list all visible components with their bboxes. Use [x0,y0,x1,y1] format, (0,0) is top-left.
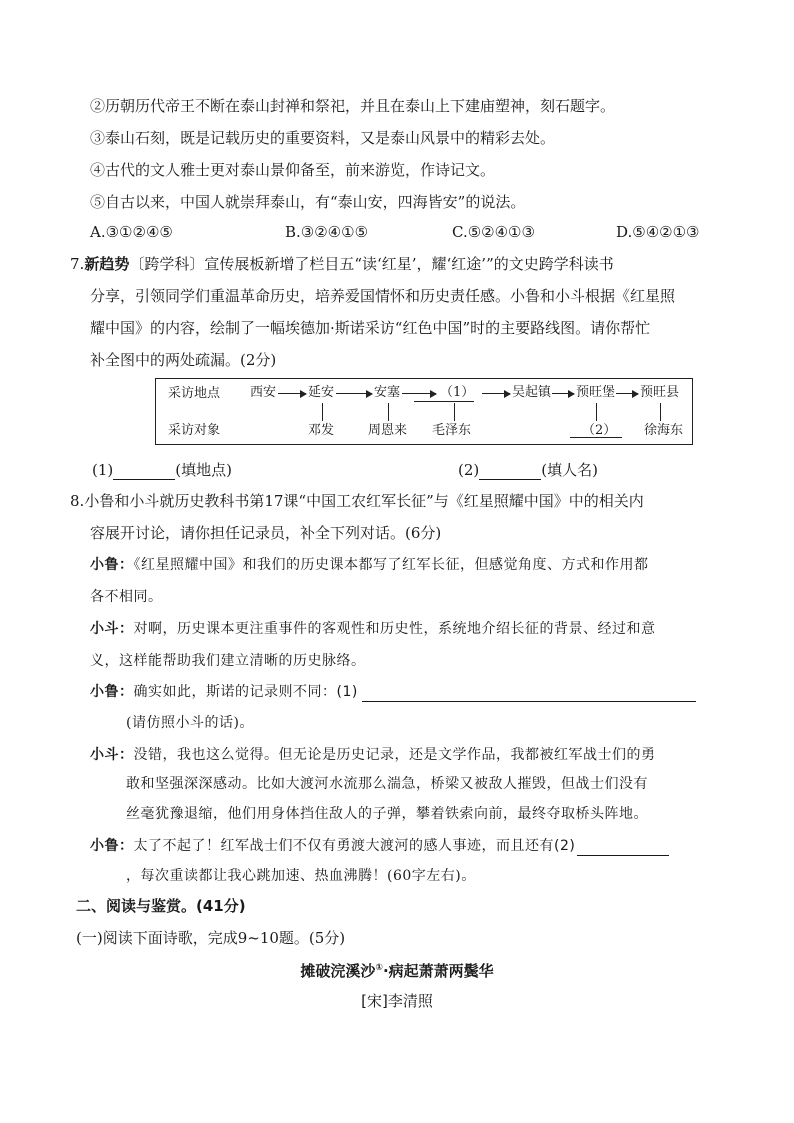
connector-yuwangxian [660,403,661,421]
answer-2-hint: (填人名) [541,461,598,479]
dialogue-1 [90,555,649,575]
answer-1-label: (1) [92,461,114,479]
dialogue-5-text: 太了不起了！红军战士们不仅有勇渡大渡河的感人事迹，而且还有 [133,838,554,854]
q6-option-d: D.⑤④②①③ [616,223,700,241]
q7-number: 7. [70,255,85,273]
dialogue-3-cont: (请仿照小斗的话)。 [126,715,254,731]
arrow-2 [336,393,372,394]
q8-line-1 [70,491,644,511]
person-dengfa: 邓发 [308,423,335,438]
q7-answer-1 [92,460,232,480]
answer-1-blank[interactable] [113,463,175,480]
place-yuwangbao: 预旺堡 [576,385,616,400]
place-yanan: 延安 [308,385,335,400]
dialogue-5-cont: ，每次重读都让我心跳加速、热血沸腾！(60字左右)。 [126,868,476,884]
arrow-3 [402,393,436,394]
place-ansai: 安塞 [374,385,401,400]
q6-item-5: ⑤自古以来，中国人就崇拜泰山，有“泰山安，四海皆安”的说法。 [90,193,526,211]
row-label-persons: 采访对象 [168,423,221,438]
q7-line-3: 耀中国》的内容，绘制了一幅埃德加·斯诺采访“红色中国”时的主要路线图。请你帮忙 [90,319,651,337]
q6-item-2: ②历朝历代帝王不断在泰山封禅和祭祀，并且在泰山上下建庙塑神，刻石题字。 [90,97,616,115]
dialogue-4-text: 没错，我也这么觉得。但无论是历史记录，还是文学作品，我都被红军战士们的勇 [133,747,656,763]
arrow-1 [278,393,306,394]
dialogue-2-cont: 义，这样能帮助我们建立清晰的历史脉络。 [90,653,366,669]
poem-author: [宋]李清照 [361,992,433,1010]
q6-option-c: C.⑤②④①③ [452,223,535,241]
q8-line-2: 容展开讨论，请你担任记录员，补全下列对话。(6分) [90,524,442,542]
place-blank-1: （1） [440,385,475,400]
section-subheading: (一)阅读下面诗歌，完成9~10题。(5分) [76,929,346,947]
speaker-xiaolu: 小鲁： [90,557,134,573]
poem-title-main: 摊破浣溪沙 [300,962,376,980]
poem-title [0,960,794,981]
q7-line-4: 补全图中的两处疏漏。(2分) [90,351,277,369]
dialogue-5 [90,836,669,856]
dialogue-2-text: 对啊，历史课本更注重事件的客观性和历史性，系统地介绍长征的背景、经过和意 [133,621,656,637]
row-label-places: 采访地点 [168,386,221,401]
blank-2-label: (2) [554,838,576,854]
dialogue-1-cont: 各不相同。 [90,589,163,605]
dialogue-blank-2[interactable] [577,839,669,856]
section-heading: 二、阅读与鉴赏。(41分) [76,897,246,915]
q7-text-1: 〔跨学科〕宣传展板新增了栏目五“读‘红星’，耀‘红途’”的文史跨学科读书 [129,255,614,273]
arrow-6 [616,393,638,394]
poem-note-marker: ① [375,963,383,973]
person-maozedong: 毛泽东 [432,423,472,438]
blank-1-label: (1) [336,684,358,700]
answer-2-blank[interactable] [479,463,541,480]
speaker-xiaolu: 小鲁： [90,838,134,854]
place-xian: 西安 [250,385,277,400]
connector-blank-1 [454,403,455,421]
dialogue-3-text: 确实如此，斯诺的记录则不同： [133,684,337,700]
dialogue-4-cont-2: 丝毫犹豫退缩，他们用身体挡住敌人的子弹，攀着铁索向前，最终夺取桥头阵地。 [126,806,648,822]
connector-yanan [322,403,323,421]
person-zhouenlai: 周恩来 [368,423,408,438]
blank-1-underline [414,401,474,402]
poem-title-rest: ·病起萧萧两鬓华 [382,962,494,980]
answer-1-hint: (填地点) [175,461,232,479]
q6-option-b: B.③②④①⑤ [285,223,369,241]
blank-2-underline [570,437,622,438]
q7-line-1 [70,254,614,274]
dialogue-4-cont-1: 敢和坚强深深感动。比如大渡河水流那么湍急，桥梁又被敌人摧毁，但战士们没有 [126,776,648,792]
route-diagram [155,378,693,445]
q6-item-4: ④古代的文人雅士更对泰山景仰备至，前来游览，作诗记文。 [90,161,496,179]
dialogue-3 [90,682,696,702]
q7-tag: 新趋势 [84,255,130,273]
dialogue-2 [90,619,656,639]
person-xuhaidong: 徐海东 [644,423,684,438]
speaker-xiaolu: 小鲁： [90,684,134,700]
dialogue-blank-1[interactable] [362,685,696,702]
arrow-4 [482,393,510,394]
q6-option-a: A.③①②④⑤ [90,223,173,241]
q8-text-1: 小鲁和小斗就历史教科书第17课“中国工农红军长征”与《红星照耀中国》中的相关内 [84,492,644,510]
q7-line-2: 分享，引领同学们重温革命历史，培养爱国情怀和历史责任感。小鲁和小斗根据《红星照 [90,287,676,305]
connector-yuwangbao [596,403,597,421]
dialogue-4 [90,745,656,765]
speaker-xiaodou: 小斗： [90,621,134,637]
person-blank-2: （2） [582,423,617,438]
dialogue-1-text: 《红星照耀中国》和我们的历史课本都写了红军长征，但感觉角度、方式和作用都 [133,557,649,573]
arrow-5 [552,393,574,394]
q7-answer-2 [458,460,598,480]
answer-2-label: (2) [458,461,480,479]
place-yuwangxian: 预旺县 [640,385,680,400]
q6-item-3: ③泰山石刻，既是记载历史的重要资料，又是泰山风景中的精彩去处。 [90,129,556,147]
speaker-xiaodou: 小斗： [90,747,134,763]
place-wuqizhen: 吴起镇 [512,385,552,400]
connector-ansai [388,403,389,421]
q8-number: 8. [70,492,85,510]
